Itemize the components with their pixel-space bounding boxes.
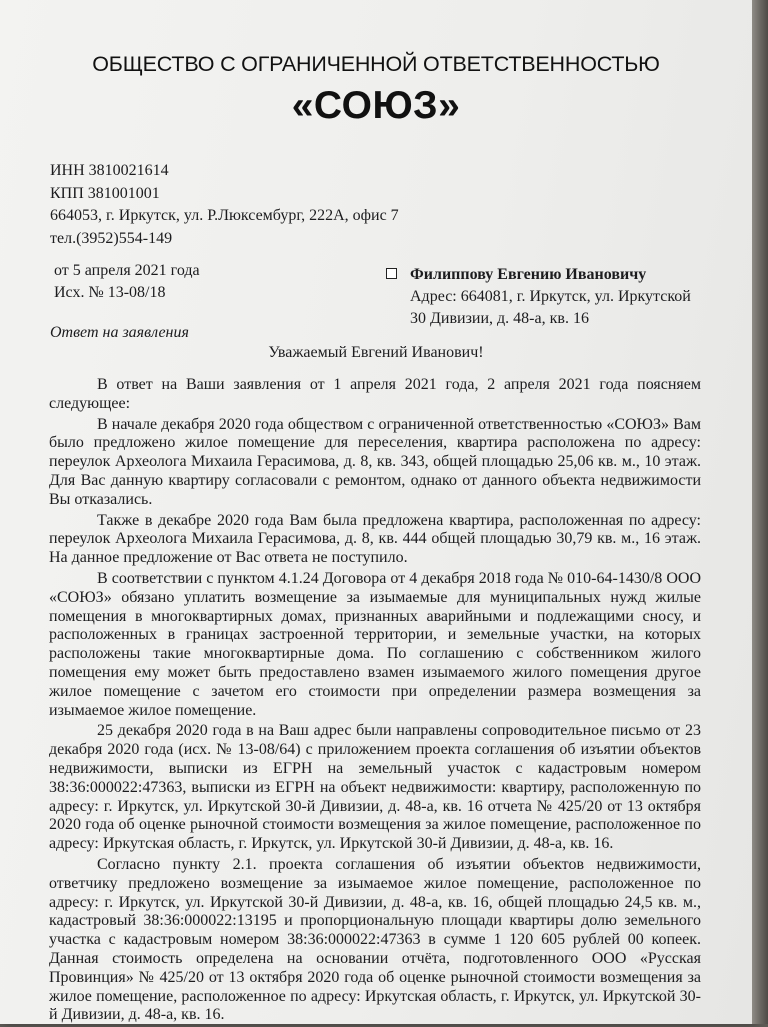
organization-brand: «СОЮЗ»: [291, 84, 461, 127]
company-phone: тел.(3952)554-149: [50, 229, 173, 247]
company-address: 664053, г. Иркутск, ул. Р.Люксембург, 222А, офис 7: [50, 207, 399, 224]
greeting: Уважаемый Евгений Иванович!: [268, 344, 484, 361]
letter-body: [49, 376, 701, 1027]
recipient-name: Филиппову Евгению Ивановичу: [410, 266, 647, 283]
body-paragraph: В соответствии с пунктом 4.1.24 Договора от 4 декабря 2018 года № 010-64-1430/8 ООО «СОЮЗ» обязано уплатить возмещение за изымаемые для муниципальных нужд жилые помещения в многоквартирных домах, признанных аварийными и подлежащими сносу, и расположенных в границах застроенной территории, и земельные участки, на которых расположены такие многоквартирные дома. По соглашению с собственником жилого помещения ему может быть предоставлено взамен изымаемого жилого помещения другое жилое помещение с зачетом его стоимости при определении размера возмещения за изымаемое жилое помещение.: [49, 569, 701, 719]
organization-name: ОБЩЕСТВО С ОГРАНИЧЕННОЙ ОТВЕТСТВЕННОСТЬЮ: [92, 52, 660, 76]
body-paragraph: 25 декабря 2020 года в на Ваш адрес были направлены сопроводительное письмо от 23 декабря 2020 года (исх. № 13-08/64) с приложением проекта соглашения об изъятии объектов недвижимости, выписки из ЕГРН на земельный участок с кадастровым номером 38:36:000022:47363, выписки из ЕГРН на объект недвижимости: квартиру, расположенную по адресу: г. Иркутск, ул. Иркутской 30-й Дивизии, д. 48-а, кв. 16 отчета № 425/20 от 13 октября 2020 года об оценке рыночной стоимости возмещения за жилое помещение, расположенное по адресу: Иркутская область, г. Иркутск, ул. Иркутской 30-й Дивизии, д. 48-а, кв. 16.: [49, 722, 701, 853]
letter-meta: [54, 260, 200, 304]
letter-subject: Ответ на заявления: [50, 324, 189, 341]
kpp-line: КПП 381001001: [50, 184, 160, 202]
company-requisites: [50, 160, 399, 250]
body-paragraph: Также в декабре 2020 года Вам была предложена квартира, расположенная по адресу: переулок Археолога Михаила Герасимова, д. 8, кв. 444 общей площадью 30,79 кв. м., 16 этаж. На данное предложение от Вас ответа не поступило.: [49, 511, 701, 567]
letter-date: от 5 апреля 2021 года: [54, 262, 200, 279]
inn-line: ИНН 3810021614: [50, 162, 169, 179]
body-paragraph: В начале декабря 2020 года обществом с ограниченной ответственностью «СОЮЗ» Вам было предложено жилое помещение для переселения, квартира расположена по адресу: переулок Археолога Михаила Герасимова, д. 8, кв. 343, общей площадью 25,06 кв. м., 10 этаж. Для Вас данную квартиру согласовали с ремонтом, однако от данного объекта недвижимости Вы отказались.: [49, 415, 701, 508]
body-paragraph: Согласно пункту 2.1. проекта соглашения об изъятии объектов недвижимости, ответчику предложено возмещение за изымаемое жилое помещение, расположенное по адресу: г. Иркутск, ул. Иркутской 30-й Дивизии, д. 48-а, кв. 16, общей площадью 24,5 кв. м., кадастровый 38:36:000022:13195 и пропорциональную площади квартиры долю земельного участка с кадастровым номером 38:36:000022:47363 в сумме 1 120 605 рублей 00 копеек. Данная стоимость определена на основании отчёта, подготовленного ООО «Русская Провинция» № 425/20 от 13 октября 2020 года об оценке рыночной стоимости возмещения за жилое помещение, расположенное по адресу: Иркутская область, г. Иркутск, ул. Иркутской 30-й Дивизии, д. 48-а, кв. 16.: [49, 855, 701, 1024]
checkbox-icon: [386, 268, 397, 279]
recipient-address: Адрес: 664081, г. Иркутск, ул. Иркутской 30 Дивизии, д. 48-а, кв. 16: [410, 288, 691, 327]
letter-ref-number: Исх. № 13-08/18: [54, 284, 166, 301]
page-stack-edge: [752, 0, 768, 1024]
body-paragraph: В ответ на Ваши заявления от 1 апреля 2021 года, 2 апреля 2021 года поясняем следующее:: [49, 376, 701, 412]
